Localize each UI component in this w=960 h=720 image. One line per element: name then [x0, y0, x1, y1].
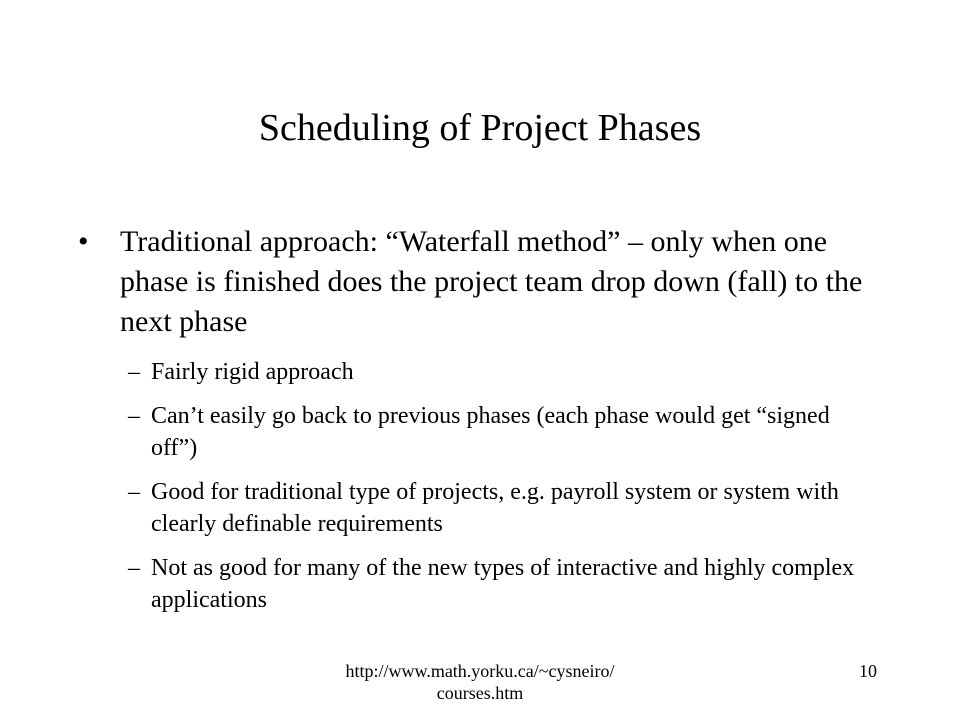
sub-bullet-text: Fairly rigid approach	[151, 359, 354, 385]
sub-bullet	[78, 476, 878, 540]
bullet-marker: •	[78, 225, 89, 258]
main-bullet-text: Traditional approach: “Waterfall method” – only when one phase is finished does the project team drop down (fall) to the next phase	[120, 225, 863, 338]
sub-bullet	[78, 552, 878, 616]
footer-url	[336, 660, 624, 704]
sub-bullet-text: Not as good for many of the new types of interactive and highly complex applications	[151, 555, 855, 613]
sub-bullet-list	[78, 356, 878, 616]
footer-url-line2: courses.htm	[436, 683, 524, 703]
dash-marker: –	[128, 359, 140, 385]
main-bullet	[78, 222, 878, 342]
sub-bullet-text: Good for traditional type of projects, e.g. payroll system or system with clearly definable requirements	[151, 479, 839, 537]
sub-bullet	[78, 356, 878, 388]
footer-url-line1: http://www.math.yorku.ca/~cysneiro/	[345, 661, 615, 681]
dash-marker: –	[128, 403, 140, 429]
dash-marker: –	[128, 555, 140, 581]
dash-marker: –	[128, 479, 140, 505]
page-number: 10	[859, 661, 877, 681]
slide-title: Scheduling of Project Phases	[258, 107, 702, 149]
sub-bullet-text: Can’t easily go back to previous phases (each phase would get “signed off”)	[151, 403, 830, 461]
sub-bullet	[78, 400, 878, 464]
slide-content	[78, 222, 878, 628]
